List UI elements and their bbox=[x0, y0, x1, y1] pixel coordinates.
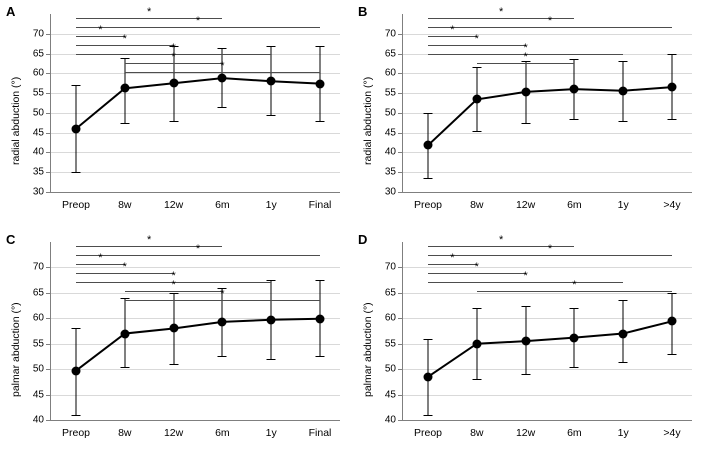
significance-star: * bbox=[499, 234, 504, 246]
significance-bracket bbox=[428, 255, 672, 256]
data-point-marker bbox=[570, 85, 579, 94]
gridline bbox=[402, 113, 692, 114]
y-axis-line bbox=[402, 242, 403, 420]
error-bar-cap bbox=[619, 61, 628, 62]
y-axis-tick-label: 30 bbox=[32, 186, 44, 198]
error-bar-cap bbox=[472, 379, 481, 380]
error-bar-cap bbox=[570, 59, 579, 60]
gridline bbox=[402, 344, 692, 345]
chart-panel-c bbox=[6, 232, 352, 452]
gridline bbox=[50, 318, 340, 319]
series-line bbox=[402, 14, 692, 192]
x-axis-tick-label: 8w bbox=[118, 427, 132, 439]
gridline bbox=[50, 34, 340, 35]
error-bar-cap bbox=[472, 308, 481, 309]
plot-area-d bbox=[384, 234, 692, 439]
y-axis-tick-label: 60 bbox=[384, 67, 396, 79]
significance-bracket bbox=[76, 45, 174, 46]
panel-letter-c: C bbox=[6, 232, 16, 247]
y-axis-tick-label: 40 bbox=[384, 414, 396, 426]
panel-letter-b: B bbox=[358, 4, 368, 19]
x-axis-tick-label: 8w bbox=[470, 427, 484, 439]
error-bar-cap bbox=[316, 121, 325, 122]
significance-star: * bbox=[147, 234, 152, 246]
error-bar-cap bbox=[424, 113, 433, 114]
x-axis-tick-label: 6m bbox=[567, 427, 582, 439]
error-bar-cap bbox=[267, 115, 276, 116]
x-axis-tick-label: >4y bbox=[663, 427, 681, 439]
y-axis-tick-label: 60 bbox=[32, 67, 44, 79]
error-bar-cap bbox=[619, 362, 628, 363]
y-axis-tick-label: 70 bbox=[384, 28, 396, 40]
significance-bracket bbox=[428, 273, 526, 274]
significance-star: * bbox=[547, 243, 553, 255]
significance-bracket bbox=[76, 255, 320, 256]
data-point-marker bbox=[424, 141, 433, 150]
gridline bbox=[402, 172, 692, 173]
x-axis-tick-label: >4y bbox=[663, 199, 681, 211]
significance-star: * bbox=[523, 51, 528, 63]
significance-bracket bbox=[125, 291, 223, 292]
y-axis-tick-label: 70 bbox=[32, 28, 44, 40]
y-axis-tick-label: 40 bbox=[384, 146, 396, 158]
significance-bracket bbox=[76, 273, 174, 274]
y-axis-line bbox=[402, 14, 403, 192]
data-point-marker bbox=[218, 317, 227, 326]
chart-panel-b bbox=[358, 4, 704, 228]
y-axis-tick-label: 70 bbox=[384, 261, 396, 273]
y-axis-tick-label: 35 bbox=[384, 166, 396, 178]
x-axis-tick-label: 8w bbox=[470, 199, 484, 211]
gridline bbox=[402, 152, 692, 153]
error-bar-cap bbox=[316, 356, 325, 357]
data-point-marker bbox=[316, 79, 325, 88]
significance-star: * bbox=[499, 6, 504, 18]
y-axis-label-d: palmar abduction (°) bbox=[362, 302, 374, 398]
series-line bbox=[50, 242, 340, 420]
gridline bbox=[50, 133, 340, 134]
plot-area-a bbox=[32, 6, 340, 211]
error-bar-cap bbox=[120, 123, 129, 124]
significance-star: * bbox=[122, 261, 127, 273]
data-point-marker bbox=[424, 372, 433, 381]
y-axis-tick-label: 40 bbox=[32, 414, 44, 426]
gridline bbox=[50, 267, 340, 268]
significance-star: * bbox=[474, 33, 479, 45]
error-bar-cap bbox=[570, 308, 579, 309]
significance-star: * bbox=[220, 288, 225, 300]
data-point-marker bbox=[267, 77, 276, 86]
significance-star: * bbox=[572, 279, 577, 291]
y-axis-tick-label: 60 bbox=[384, 312, 396, 324]
gridline bbox=[402, 318, 692, 319]
panel-letter-a: A bbox=[6, 4, 16, 19]
y-axis-tick-label: 65 bbox=[32, 287, 44, 299]
gridline bbox=[402, 133, 692, 134]
x-axis-tick-label: Preop bbox=[413, 427, 443, 439]
error-bar-cap bbox=[668, 119, 677, 120]
gridline bbox=[402, 93, 692, 94]
significance-bracket bbox=[125, 300, 320, 301]
y-axis-tick-label: 50 bbox=[384, 107, 396, 119]
significance-bracket bbox=[428, 246, 574, 247]
error-bar-cap bbox=[267, 46, 276, 47]
gridline bbox=[402, 267, 692, 268]
y-axis-tick-label: 65 bbox=[384, 287, 396, 299]
y-axis-label-a: radial abduction (°) bbox=[10, 76, 22, 166]
significance-bracket bbox=[125, 63, 223, 64]
error-bar-cap bbox=[72, 172, 81, 173]
significance-star: * bbox=[220, 60, 225, 72]
gridline bbox=[50, 152, 340, 153]
error-bar-cap bbox=[570, 119, 579, 120]
x-axis-line bbox=[402, 192, 692, 193]
gridline bbox=[402, 34, 692, 35]
significance-bracket bbox=[428, 282, 623, 283]
series-line bbox=[50, 14, 340, 192]
x-axis-tick-label: 12w bbox=[163, 199, 184, 211]
error-bar-cap bbox=[316, 280, 325, 281]
error-bar-cap bbox=[72, 415, 81, 416]
x-axis-line bbox=[402, 420, 692, 421]
y-axis-tick-label: 50 bbox=[32, 107, 44, 119]
significance-bracket bbox=[76, 264, 125, 265]
significance-bracket bbox=[428, 45, 526, 46]
y-axis-tick-label: 55 bbox=[384, 338, 396, 350]
error-bar-cap bbox=[120, 367, 129, 368]
panel-letter-d: D bbox=[358, 232, 368, 247]
significance-star: * bbox=[195, 15, 201, 27]
error-bar-cap bbox=[169, 121, 178, 122]
significance-bracket bbox=[428, 18, 574, 19]
gridline bbox=[50, 172, 340, 173]
error-bar-cap bbox=[218, 48, 227, 49]
y-axis-label-c: palmar abduction (°) bbox=[10, 302, 22, 398]
data-point-marker bbox=[619, 86, 628, 95]
data-point-marker bbox=[472, 95, 481, 104]
error-bar-cap bbox=[472, 67, 481, 68]
chart-panel-a bbox=[6, 4, 352, 228]
significance-star: * bbox=[450, 24, 455, 36]
significance-bracket bbox=[477, 291, 672, 292]
significance-bracket bbox=[428, 264, 477, 265]
y-axis-tick-label: 40 bbox=[32, 146, 44, 158]
y-axis-tick-label: 65 bbox=[384, 48, 396, 60]
significance-bracket bbox=[428, 36, 477, 37]
significance-star: * bbox=[171, 51, 176, 63]
chart-panel-d bbox=[358, 232, 704, 452]
data-point-marker bbox=[570, 333, 579, 342]
y-axis-tick-label: 45 bbox=[384, 389, 396, 401]
x-axis-tick-label: 1y bbox=[265, 199, 277, 211]
data-point-marker bbox=[521, 337, 530, 346]
y-axis-tick-label: 45 bbox=[32, 127, 44, 139]
significance-star: * bbox=[171, 279, 176, 291]
error-bar-cap bbox=[424, 415, 433, 416]
error-bar-cap bbox=[169, 293, 178, 294]
gridline bbox=[402, 293, 692, 294]
y-axis-tick-label: 50 bbox=[384, 363, 396, 375]
x-axis-tick-label: Final bbox=[308, 199, 332, 211]
data-point-marker bbox=[169, 324, 178, 333]
error-bar-cap bbox=[72, 85, 81, 86]
significance-star: * bbox=[98, 252, 103, 264]
y-axis-tick-label: 55 bbox=[32, 338, 44, 350]
gridline bbox=[50, 73, 340, 74]
significance-star: * bbox=[171, 42, 176, 54]
y-axis-tick-label: 65 bbox=[32, 48, 44, 60]
data-point-marker bbox=[120, 329, 129, 338]
error-bar-cap bbox=[169, 364, 178, 365]
x-axis-line bbox=[50, 420, 340, 421]
error-bar-cap bbox=[521, 374, 530, 375]
significance-star: * bbox=[547, 15, 553, 27]
y-axis-tick-label: 45 bbox=[384, 127, 396, 139]
data-point-marker bbox=[668, 317, 677, 326]
error-bar-cap bbox=[521, 123, 530, 124]
x-axis-tick-label: 6m bbox=[215, 199, 230, 211]
error-bar-cap bbox=[424, 178, 433, 179]
significance-star: * bbox=[523, 42, 528, 54]
x-axis-tick-label: 8w bbox=[118, 199, 132, 211]
y-axis-tick-label: 45 bbox=[32, 389, 44, 401]
error-bar-cap bbox=[424, 339, 433, 340]
data-point-marker bbox=[120, 84, 129, 93]
x-axis-tick-label: Preop bbox=[61, 199, 91, 211]
x-axis-tick-label: 12w bbox=[515, 199, 536, 211]
y-axis-tick-label: 55 bbox=[384, 87, 396, 99]
significance-star: * bbox=[122, 33, 127, 45]
data-point-marker bbox=[267, 315, 276, 324]
error-bar-cap bbox=[521, 306, 530, 307]
data-point-marker bbox=[521, 87, 530, 96]
error-bar-cap bbox=[120, 58, 129, 59]
significance-star: * bbox=[98, 24, 103, 36]
significance-star: * bbox=[523, 270, 528, 282]
significance-bracket bbox=[76, 246, 222, 247]
x-axis-tick-label: 1y bbox=[617, 427, 629, 439]
y-axis-tick-label: 55 bbox=[32, 87, 44, 99]
data-point-marker bbox=[169, 79, 178, 88]
y-axis-tick-label: 50 bbox=[32, 363, 44, 375]
y-axis-line bbox=[50, 14, 51, 192]
gridline bbox=[50, 113, 340, 114]
significance-bracket bbox=[76, 36, 125, 37]
error-bar-cap bbox=[668, 54, 677, 55]
error-bar-cap bbox=[472, 131, 481, 132]
plot-area-b bbox=[384, 6, 692, 211]
error-bar-cap bbox=[316, 46, 325, 47]
y-axis-label-b: radial abduction (°) bbox=[362, 76, 374, 166]
x-axis-tick-label: Preop bbox=[61, 427, 91, 439]
significance-bracket bbox=[428, 27, 672, 28]
data-point-marker bbox=[668, 83, 677, 92]
error-bar-cap bbox=[218, 107, 227, 108]
data-point-marker bbox=[218, 74, 227, 83]
y-axis-tick-label: 35 bbox=[32, 166, 44, 178]
error-bar-cap bbox=[570, 367, 579, 368]
y-axis-line bbox=[50, 242, 51, 420]
data-point-marker bbox=[472, 339, 481, 348]
x-axis-tick-label: Preop bbox=[413, 199, 443, 211]
error-bar-cap bbox=[619, 121, 628, 122]
gridline bbox=[50, 395, 340, 396]
plot-area-c bbox=[32, 234, 340, 439]
y-axis-tick-label: 60 bbox=[32, 312, 44, 324]
error-bar-cap bbox=[668, 354, 677, 355]
x-axis-tick-label: 6m bbox=[215, 427, 230, 439]
gridline bbox=[50, 369, 340, 370]
significance-star: * bbox=[450, 252, 455, 264]
significance-bracket bbox=[76, 18, 222, 19]
gridline bbox=[50, 344, 340, 345]
data-point-marker bbox=[619, 329, 628, 338]
y-axis-tick-label: 30 bbox=[384, 186, 396, 198]
x-axis-line bbox=[50, 192, 340, 193]
error-bar-cap bbox=[619, 300, 628, 301]
gridline bbox=[402, 395, 692, 396]
significance-star: * bbox=[195, 243, 201, 255]
error-bar-cap bbox=[267, 280, 276, 281]
x-axis-tick-label: 1y bbox=[617, 199, 629, 211]
error-bar-cap bbox=[267, 359, 276, 360]
series-line bbox=[402, 242, 692, 420]
x-axis-tick-label: 12w bbox=[163, 427, 184, 439]
x-axis-tick-label: 1y bbox=[265, 427, 277, 439]
significance-bracket bbox=[125, 72, 320, 73]
data-point-marker bbox=[72, 366, 81, 375]
gridline bbox=[402, 73, 692, 74]
data-point-marker bbox=[316, 314, 325, 323]
gridline bbox=[402, 369, 692, 370]
significance-star: * bbox=[147, 6, 152, 18]
error-bar-cap bbox=[72, 328, 81, 329]
significance-bracket bbox=[76, 27, 320, 28]
significance-bracket bbox=[477, 63, 575, 64]
data-point-marker bbox=[72, 124, 81, 133]
significance-star: * bbox=[171, 270, 176, 282]
y-axis-tick-label: 70 bbox=[32, 261, 44, 273]
error-bar-cap bbox=[218, 356, 227, 357]
error-bar-cap bbox=[668, 293, 677, 294]
x-axis-tick-label: Final bbox=[308, 427, 332, 439]
gridline bbox=[50, 293, 340, 294]
x-axis-tick-label: 6m bbox=[567, 199, 582, 211]
x-axis-tick-label: 12w bbox=[515, 427, 536, 439]
significance-star: * bbox=[474, 261, 479, 273]
error-bar-cap bbox=[120, 298, 129, 299]
gridline bbox=[50, 93, 340, 94]
